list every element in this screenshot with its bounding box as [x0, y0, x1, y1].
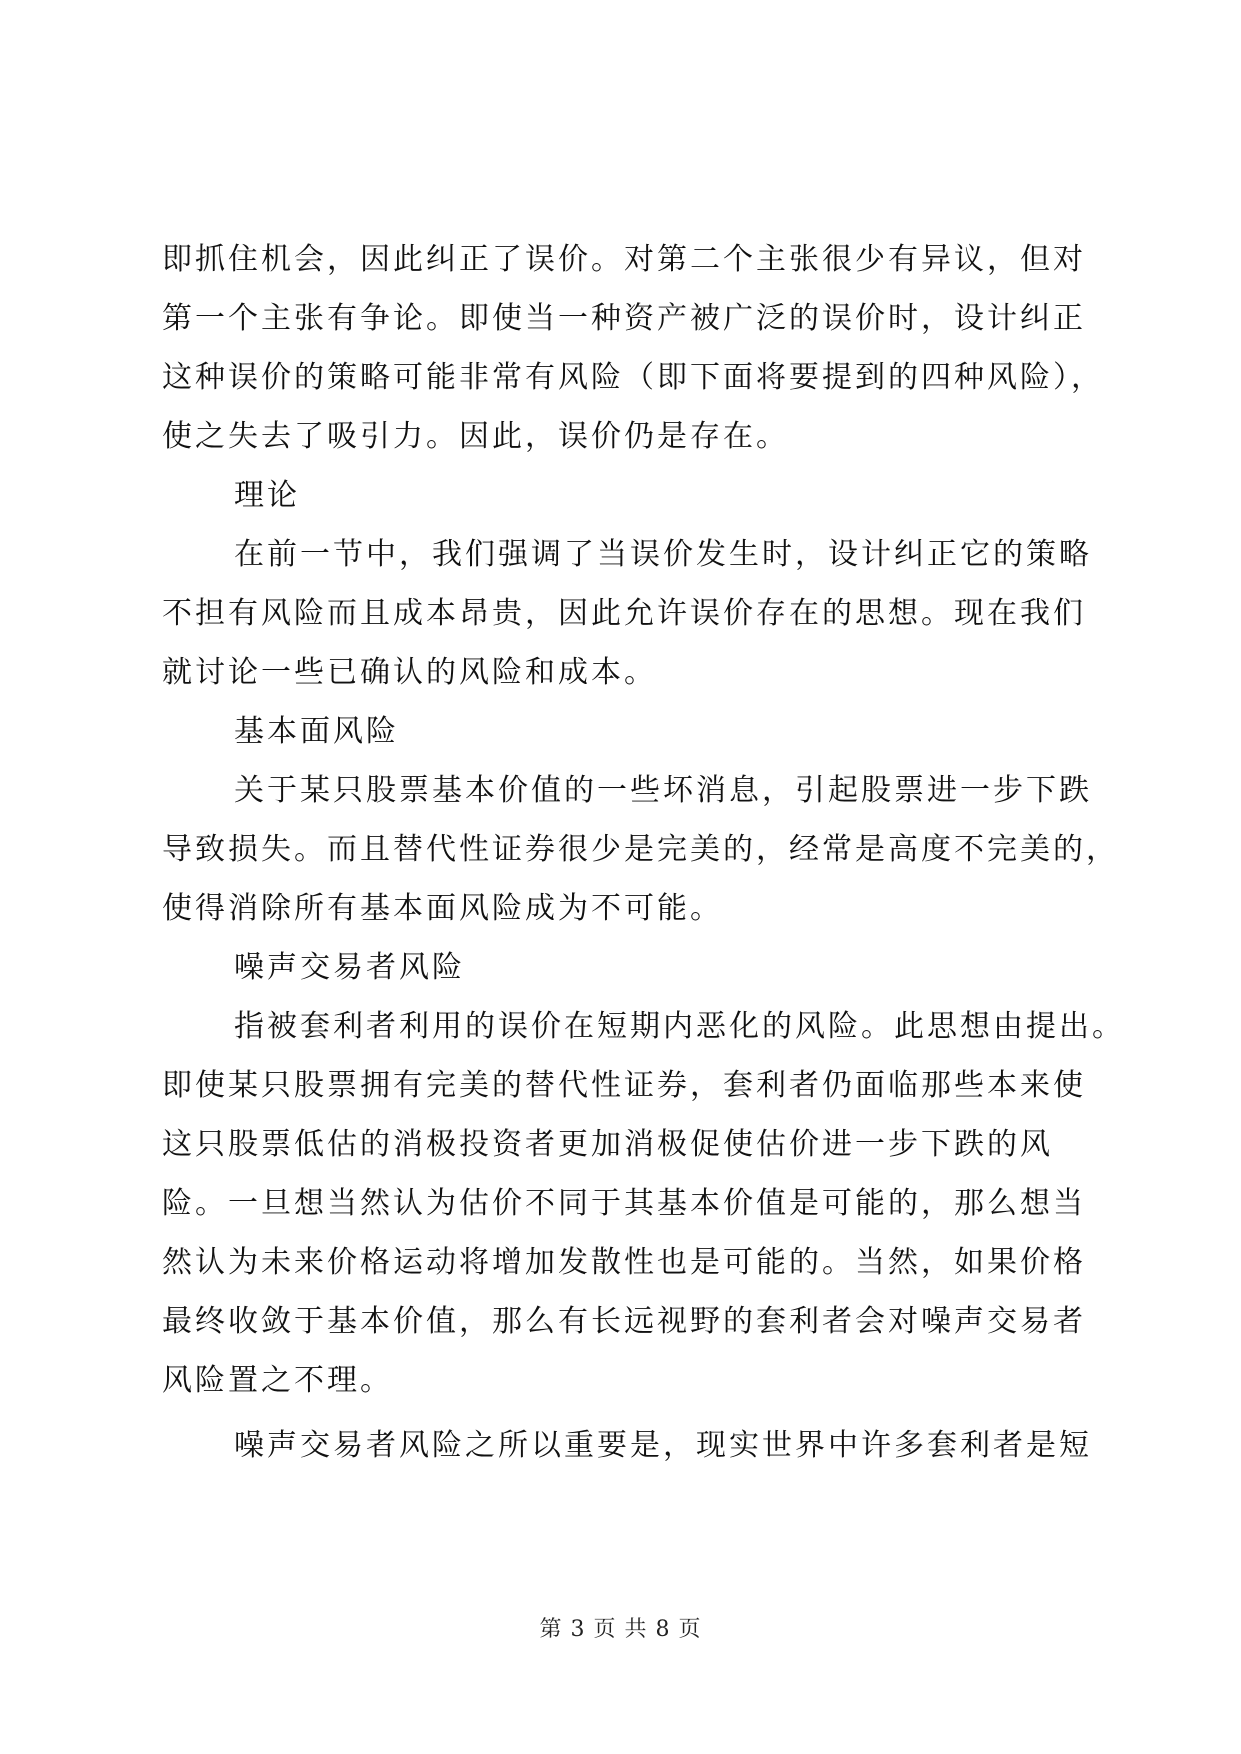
text-line: 即抓住机会，因此纠正了误价。对第二个主张很少有异议，但对: [162, 242, 1086, 277]
section-heading-fundamental-risk: 基本面风险: [234, 714, 399, 749]
page-footer: [0, 1612, 1241, 1643]
text-line: 使得消除所有基本面风险成为不可能。: [162, 891, 723, 926]
text-line: 这只股票低估的消极投资者更加消极促使估价进一步下跌的风: [162, 1127, 1053, 1162]
text-line: 风险置之不理。: [162, 1363, 393, 1398]
text-line: 第一个主张有争论。即使当一种资产被广泛的误价时，设计纠正: [162, 301, 1086, 336]
text-line: 即使某只股票拥有完美的替代性证券，套利者仍面临那些本来使: [162, 1068, 1086, 1103]
text-line: 在前一节中，我们强调了当误价发生时，设计纠正它的策略: [234, 537, 1092, 572]
body-text: [162, 230, 1125, 1475]
text-line: 最终收敛于基本价值，那么有长远视野的套利者会对噪声交易者: [162, 1304, 1086, 1339]
text-line: 使之失去了吸引力。因此，误价仍是存在。: [162, 419, 789, 454]
text-line: 不担有风险而且成本昂贵，因此允许误价存在的思想。现在我们: [162, 596, 1086, 631]
text-line: 就讨论一些已确认的风险和成本。: [162, 655, 657, 690]
page-number: 第 3 页 共 8 页: [539, 1617, 702, 1642]
section-heading-noise-trader-risk: 噪声交易者风险: [234, 950, 465, 985]
section-heading-theory: 理论: [234, 478, 300, 513]
text-line: 这种误价的策略可能非常有风险（即下面将要提到的四种风险），: [162, 360, 1104, 395]
text-line: 噪声交易者风险之所以重要是，现实世界中许多套利者是短: [234, 1428, 1092, 1463]
text-line: 然认为未来价格运动将增加发散性也是可能的。当然，如果价格: [162, 1245, 1086, 1280]
text-line: 险。一旦想当然认为估价不同于其基本价值是可能的，那么想当: [162, 1186, 1086, 1221]
text-line: 指被套利者利用的误价在短期内恶化的风险。此思想由提出。: [234, 1009, 1125, 1044]
text-line: 关于某只股票基本价值的一些坏消息，引起股票进一步下跌: [234, 773, 1092, 808]
text-line: 导致损失。而且替代性证券很少是完美的，经常是高度不完美的，: [162, 832, 1119, 867]
